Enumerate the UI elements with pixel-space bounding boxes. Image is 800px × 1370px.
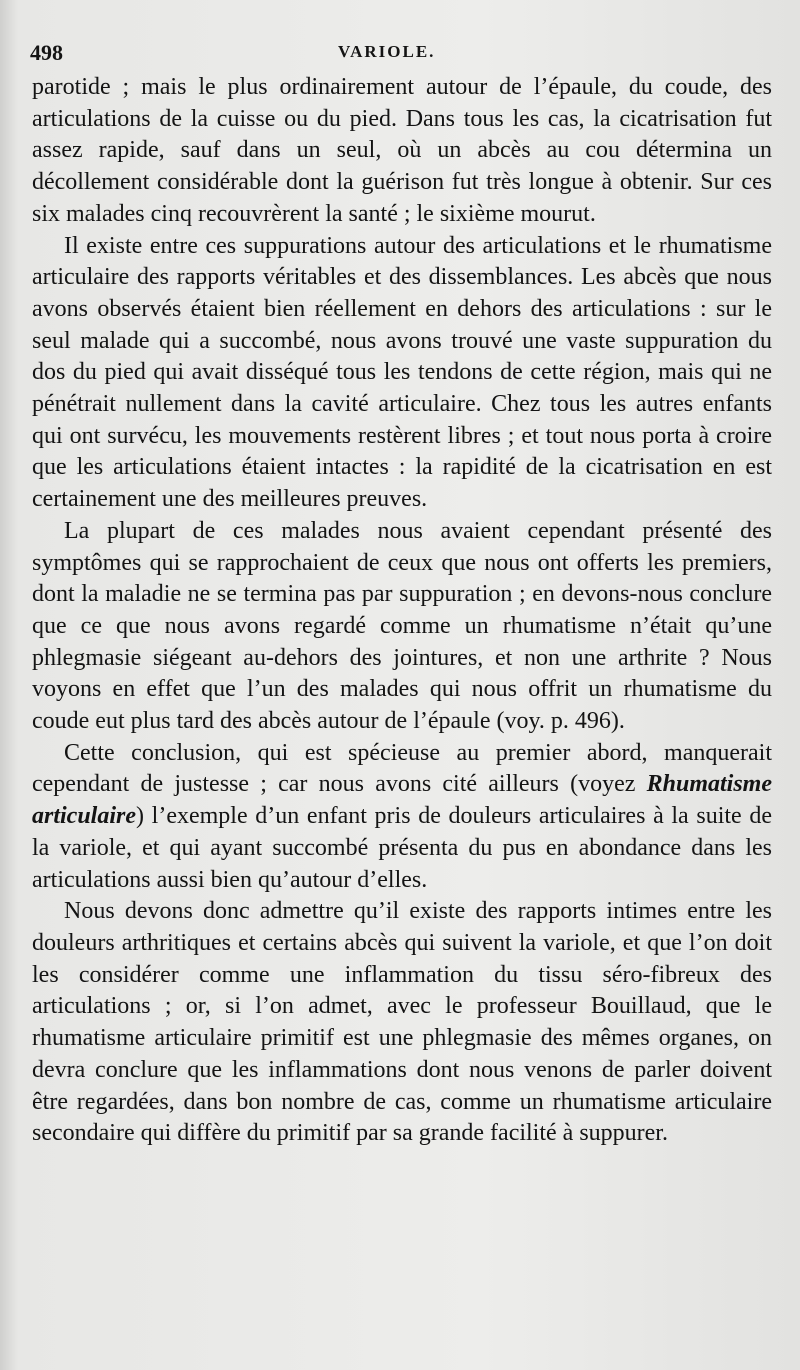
paragraph-conclusion-before: Cette conclusion, qui est spécieuse au premier abord, manquerait cependant de justesse ; car nous avons cité ailleurs (voyez xyxy=(32,739,772,798)
paragraph-symptomes: La plupart de ces malades nous avaient cependant présenté des symptômes qui se rapprochaient de ceux que nous ont offerts les premiers, dont la maladie ne se termina pas par suppuration ; en devons-nous conclure que ce que nous avons regardé comme un rhumatisme n’était qu’une phlegmasie siégeant au-dehors des jointures, et non une arthrite ? Nous voyons en effet que l’un des malades qui nous offrit un rhumatisme du coude eut plus tard des abcès autour de l’épaule (voy. p. 496). xyxy=(32,517,772,735)
paragraph-conclusion xyxy=(32,738,772,897)
paragraph-suppurations-rhumatisme: Il existe entre ces suppurations autour des articulations et le rhumatisme articulaire des rapports véritables et des dissemblances. Les abcès que nous avons observés étaient bien réellement en dehors des articulations : sur le seul malade qui a succombé, nous avons trouvé une vaste suppuration du dos du pied qui avait disséqué tous les tendons de cette région, mais qui ne pénétrait nullement dans la cavité articulaire. Chez tous les autres enfants qui ont survécu, les mouvements restèrent libres ; et tout nous porta à croire que les articulations étaient intactes : la rapidité de la cicatrisation en est certainement une des meilleures preuves. xyxy=(32,232,772,513)
page-header xyxy=(30,40,760,70)
paragraph-continuation: parotide ; mais le plus ordinairement autour de l’épaule, du coude, des articulations de la cuisse ou du pied. Dans tous les cas, la cicatrisation fut assez rapide, sauf dans un seul, où un abcès au cou détermina un décollement considérable dont la guérison fut très longue à obtenir. Sur ces six malades cinq recouvrèrent la santé ; le sixième mourut. xyxy=(32,74,772,227)
paragraph-rapports-intimes: Nous devons donc admettre qu’il existe des rapports intimes entre les douleurs arthritiques et certains abcès qui suivent la variole, et que l’on doit les considérer comme une inflammation du tissu séro-fibreux des articulations ; or, si l’on admet, avec le professeur Bouillaud, que le rhumatisme articulaire primitif est une phlegmasie des mêmes organes, on devra conclure que les inflammations dont nous venons de parler doivent être regardées, dans bon nombre de cas, comme un rhumatisme articulaire secondaire qui diffère du primitif par sa grande facilité à suppurer. xyxy=(32,898,772,1147)
paragraph-conclusion-after: ) l’exemple d’un enfant pris de douleurs articulaires à la suite de la variole, et qui ayant succombé présenta du pus en abondance dans les articulations aussi bien qu’autour d’elles. xyxy=(32,803,772,893)
emphasis-rhumatisme-articulaire: Rhumatisme articulaire xyxy=(32,771,772,830)
page-number: 498 xyxy=(30,40,63,65)
running-head: VARIOLE. xyxy=(338,42,436,61)
body-text xyxy=(32,72,772,1150)
